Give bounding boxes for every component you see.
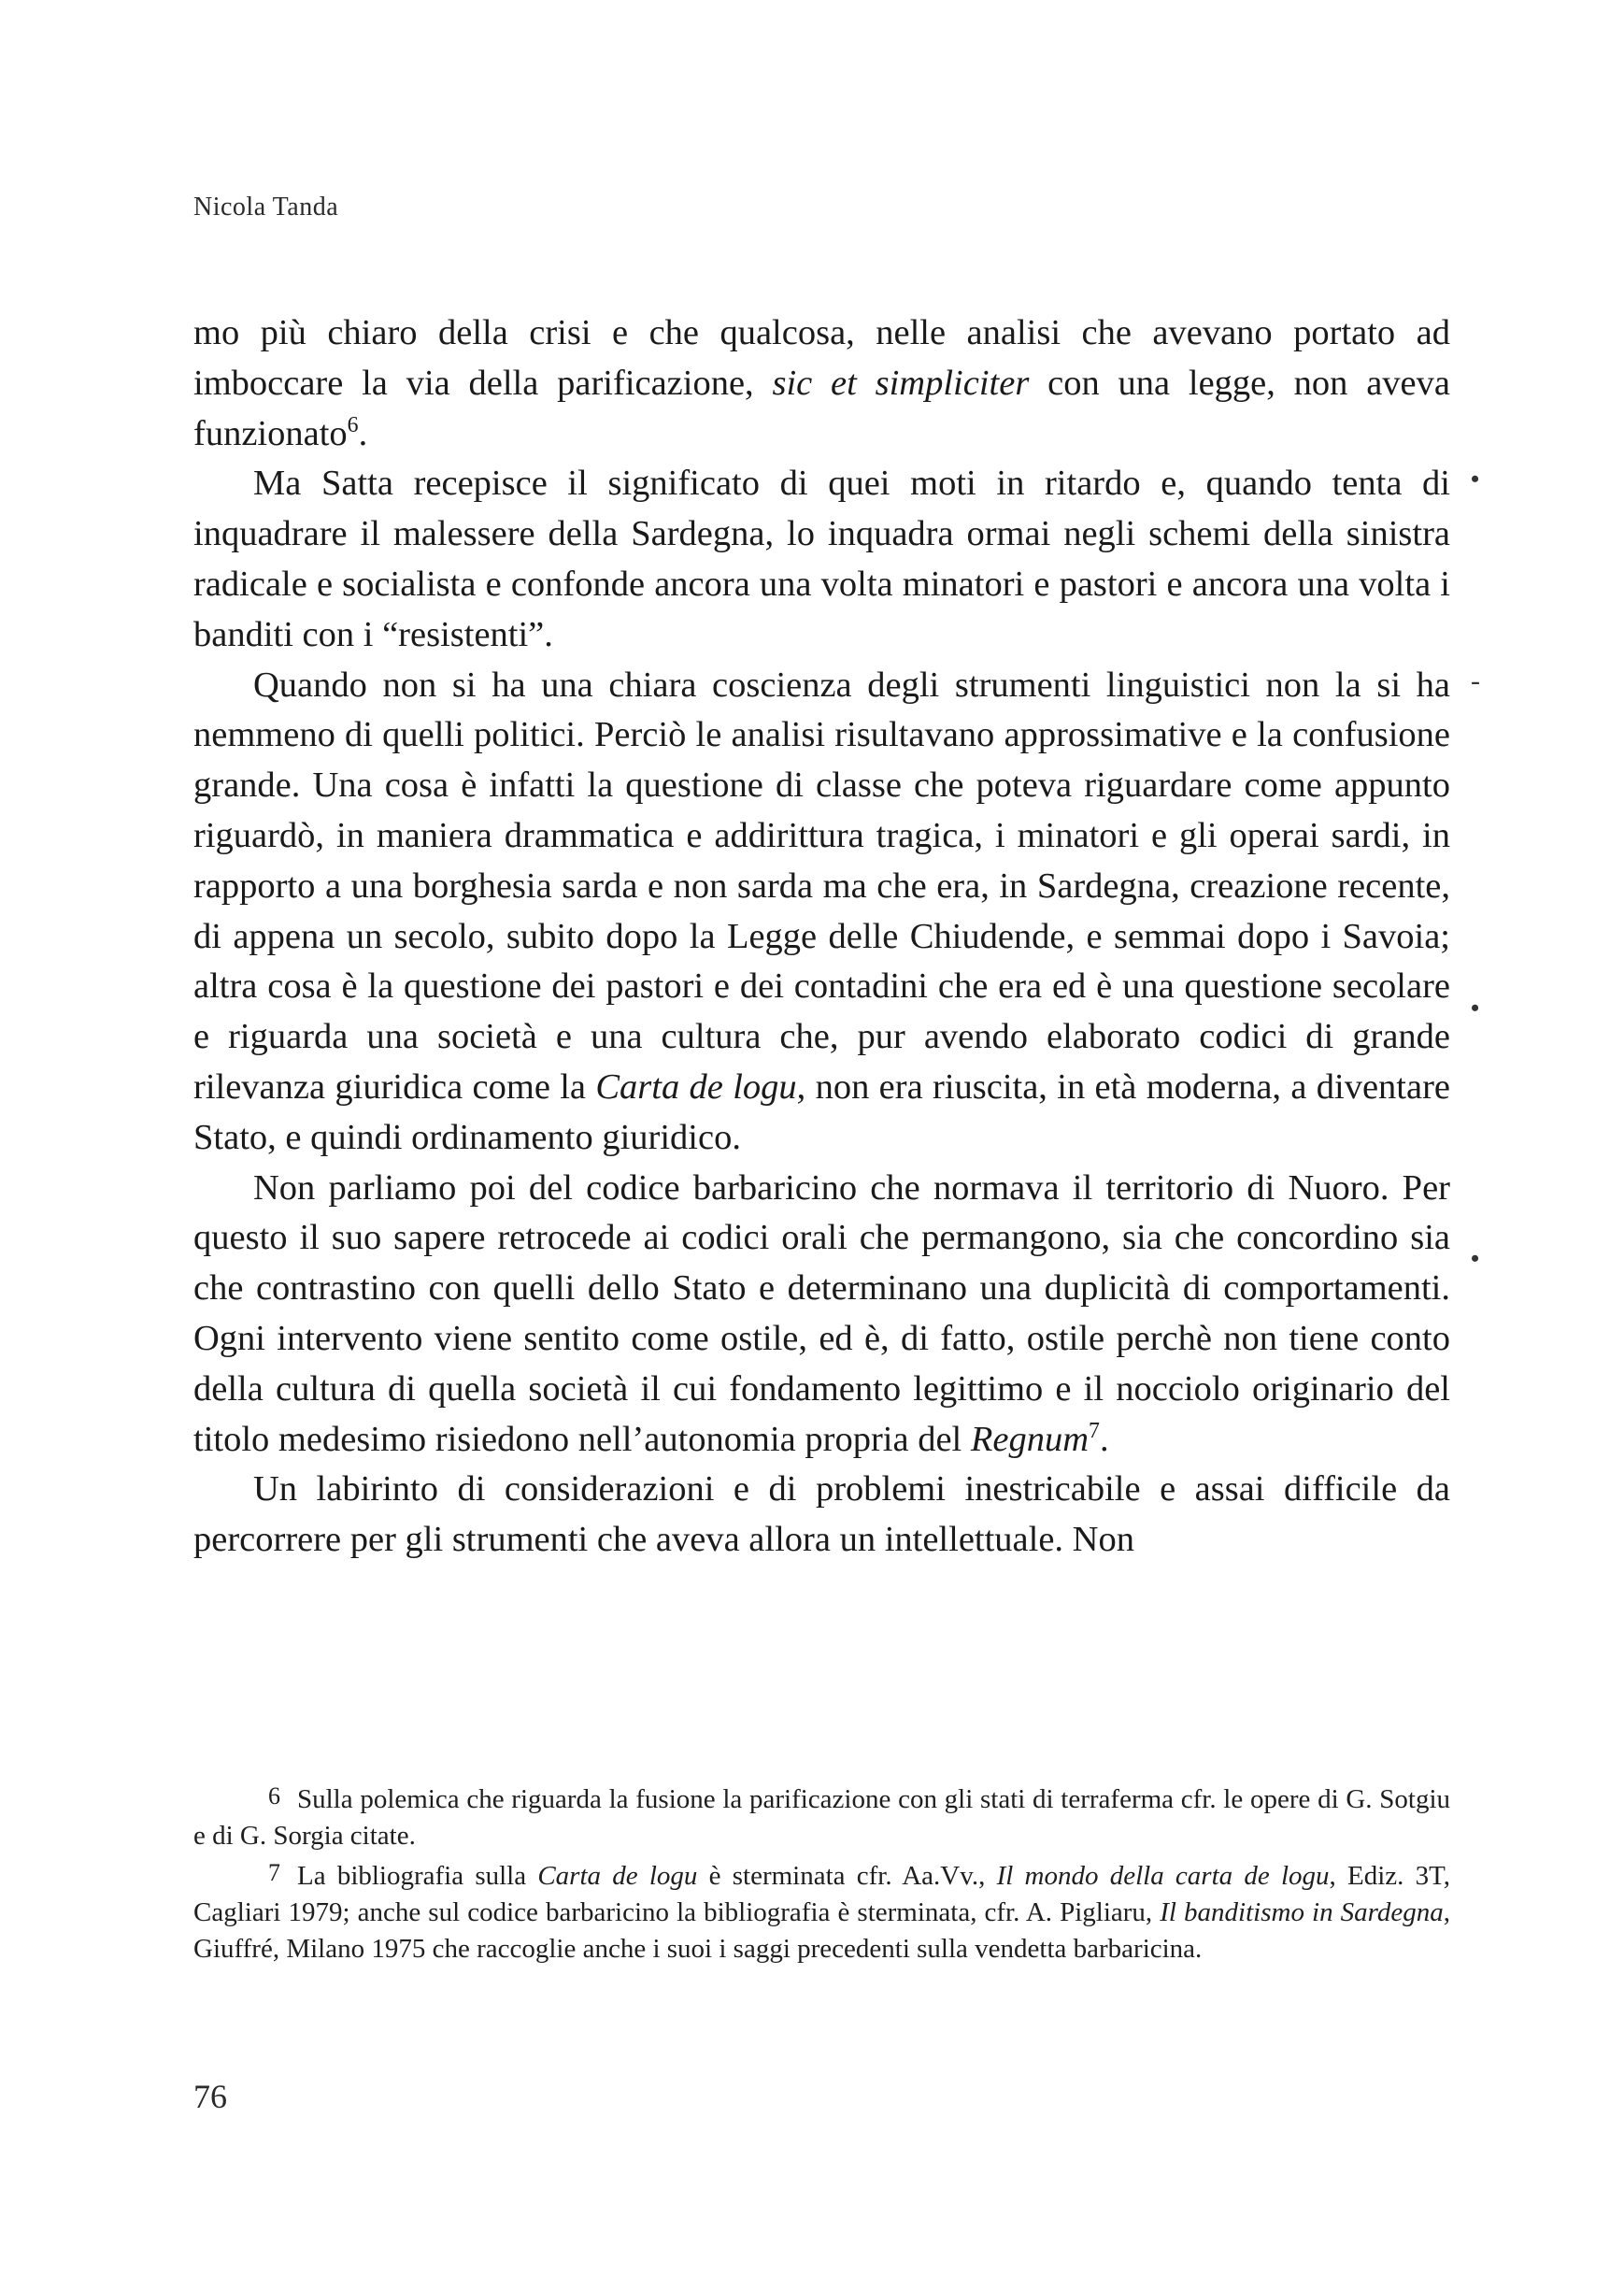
paragraph-1 — [193, 308, 1450, 459]
margin-mark-1: • — [1471, 465, 1480, 493]
fn7-italic-1: Carta de logu — [537, 1861, 698, 1891]
footnote-6-number: 6 — [268, 1782, 280, 1810]
fn7-text-2: è sterminata cfr. Aa.Vv., — [697, 1861, 997, 1891]
paragraph-5: Un labirinto di considerazioni e di problemi inestricabile e assai difficile da percorrere per gli strumenti che aveva allora un intellettuale. Non — [193, 1469, 1450, 1560]
p4-italic-1: Regnum — [970, 1419, 1090, 1459]
footnotes — [193, 1778, 1450, 1967]
fn7-text-3: , Ediz. 3T, Cagliari 1979; anche sul codice barbaricino la bibliografia è sterminata, cfr. A. Pigliaru, — [193, 1861, 1450, 1927]
main-text — [193, 308, 1450, 1566]
footnote-7 — [193, 1854, 1450, 1967]
fn7-italic-2: Il mondo della carta de logu — [996, 1861, 1330, 1891]
fn7-italic-3: Il banditismo in Sardegna — [1160, 1897, 1444, 1927]
p4-text-2: . — [1099, 1419, 1109, 1459]
footnote-ref-7: 7 — [1089, 1418, 1100, 1443]
margin-mark-4: • — [1471, 1245, 1480, 1272]
p1-text-1: mo più chiaro della crisi e che qualcosa, nelle analisi che avevano portato ad imboccare la via della parificazione, — [193, 313, 1450, 403]
running-head: Nicola Tanda — [193, 193, 339, 222]
margin-mark-3: • — [1471, 994, 1480, 1022]
p3-text-1: Quando non si ha una chiara coscienza degli strumenti linguistici non la si ha nemmeno di quelli politici. Perciò le analisi risultavano approssimative e la confusione grande. Una cosa è infatti la questione di classe che poteva riguardare come appunto riguardò, in maniera drammatica e addirittura tragica, i minatori e gli operai sardi, in rapporto a una borghesia sarda e non sarda ma che era, in Sardegna, creazione recente, di appena un secolo, subito dopo la Legge delle Chiudende, e semmai dopo i Savoia; altra cosa è la questione dei pastori e dei contadini che era ed è una questione secolare e riguarda una società e una cultura che, pur avendo elaborato codici di grande rilevanza giuridica come la — [193, 665, 1450, 1107]
paragraph-4 — [193, 1164, 1450, 1466]
page-number: 76 — [193, 2078, 227, 2115]
p1-italic-1: sic et simpliciter — [772, 363, 1030, 403]
p3-italic-1: Carta de logu — [595, 1066, 797, 1107]
p4-text-1: Non parliamo poi del codice barbaricino che normava il territorio di Nuoro. Per questo il suo sapere retrocede ai codici orali che permangono, sia che concordino sia che contrastino con quelli dello Stato e determinano una duplicità di comportamenti. Ogni intervento viene sentito come ostile, ed è, di fatto, ostile perchè non tiene conto della cultura di quella società il cui fondamento legittimo e il nocciolo originario del titolo medesimo risiedono nell’autonomia propria del — [193, 1167, 1450, 1459]
fn7-text-1: La bibliografia sulla — [297, 1861, 538, 1891]
footnote-ref-6: 6 — [347, 412, 359, 437]
p1-text-2: con una legge, non aveva funzionato — [193, 363, 1450, 453]
paragraph-2: Ma Satta recepisce il significato di quei moti in ritardo e, quando tenta di inquadrare il malessere della Sardegna, lo inquadra ormai negli schemi della sinistra radicale e socialista e confonde ancora una volta minatori e pastori e ancora una volta i banditi con i “resistenti”. — [193, 464, 1450, 654]
p1-text-3: . — [358, 413, 368, 453]
paragraph-3 — [193, 661, 1450, 1164]
p3-text-2: , non era riuscita, in età moderna, a diventare Stato, e quindi ordinamento giuridico. — [193, 1066, 1450, 1157]
footnote-6 — [193, 1778, 1450, 1854]
margin-mark-2: - — [1471, 665, 1480, 696]
fn7-text-4: , Giuffré, Milano 1975 che raccoglie anche i suoi i saggi precedenti sulla vendetta barbaricina. — [193, 1897, 1450, 1964]
footnote-7-number: 7 — [268, 1859, 280, 1886]
footnote-6-text: Sulla polemica che riguarda la fusione la parificazione con gli stati di terraferma cfr. le opere di G. Sotgiu e di G. Sorgia citate. — [193, 1784, 1450, 1851]
